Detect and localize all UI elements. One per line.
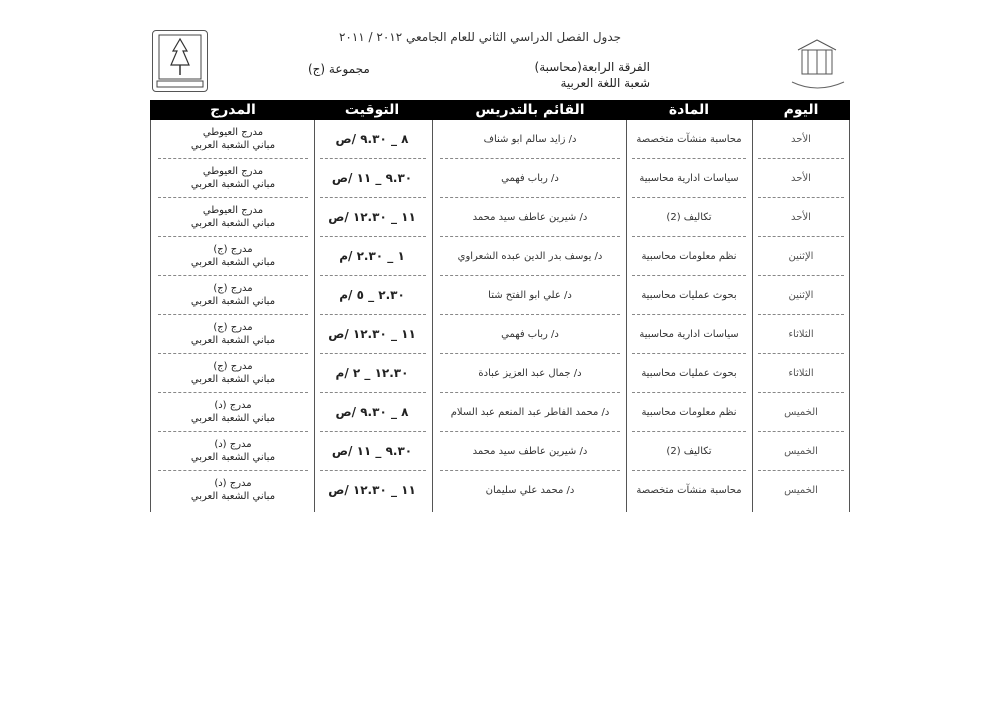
time-cell: ٩.٣٠ _ ١١ /ص bbox=[331, 171, 413, 185]
subject-cell: محاسبة منشآت متخصصة bbox=[636, 485, 742, 496]
header-time: التوقيت bbox=[344, 102, 400, 118]
hall-cell: مدرج العيوطي مباني الشعبة العربي bbox=[190, 127, 276, 151]
hall-cell: مدرج (د) مباني الشعبة العربي bbox=[190, 478, 276, 502]
table-header bbox=[150, 100, 850, 120]
table-row bbox=[150, 432, 850, 471]
instructor-cell: د/ شيرين عاطف سيد محمد bbox=[472, 212, 588, 223]
table-row bbox=[150, 198, 850, 237]
schedule-table bbox=[150, 120, 850, 512]
instructor-cell: د/ محمد علي سليمان bbox=[485, 485, 575, 496]
table-row bbox=[150, 354, 850, 393]
table-row bbox=[150, 120, 850, 159]
instructor-cell: د/ يوسف بدر الدين عبده الشعراوي bbox=[457, 251, 603, 262]
day-cell: الأحد bbox=[791, 134, 811, 145]
group-label: مجموعة (ج) bbox=[308, 62, 370, 76]
header-day: اليوم bbox=[783, 102, 819, 118]
header-instructor: القائم بالتدريس bbox=[475, 102, 585, 118]
page-title: جدول الفصل الدراسي الثاني للعام الجامعي ٢٠١٢ / ٢٠١١ bbox=[338, 30, 622, 44]
day-cell: الإثنين bbox=[788, 251, 814, 262]
time-cell: ١١ _ ١٢.٣٠ /ص bbox=[328, 210, 416, 224]
hall-cell: مدرج (ج) مباني الشعبة العربي bbox=[190, 283, 276, 307]
time-cell: ٨ _ ٩.٣٠ /ص bbox=[335, 132, 409, 146]
day-cell: الثلاثاء bbox=[788, 368, 814, 379]
section-label: شعبة اللغة العربية bbox=[560, 76, 650, 90]
time-cell: ٩.٣٠ _ ١١ /ص bbox=[331, 444, 413, 458]
hall-cell: مدرج (د) مباني الشعبة العربي bbox=[190, 400, 276, 424]
time-cell: ٢.٣٠ _ ٥ /م bbox=[339, 288, 405, 302]
subject-cell: تكاليف (2) bbox=[666, 446, 712, 457]
table-row bbox=[150, 315, 850, 354]
subject-cell: سياسات ادارية محاسبية bbox=[639, 173, 739, 184]
day-cell: الأحد bbox=[791, 212, 811, 223]
hall-cell: مدرج (ج) مباني الشعبة العربي bbox=[190, 244, 276, 268]
subject-cell: بحوث عمليات محاسبية bbox=[641, 368, 737, 379]
table-row bbox=[150, 159, 850, 198]
table-row bbox=[150, 276, 850, 315]
day-cell: الإثنين bbox=[788, 290, 814, 301]
header-hall: المدرج bbox=[210, 102, 256, 118]
university-emblem-icon bbox=[152, 30, 208, 92]
hall-cell: مدرج العيوطي مباني الشعبة العربي bbox=[190, 166, 276, 190]
day-cell: الخميس bbox=[784, 407, 818, 418]
level-label: الفرقة الرابعة(محاسبة) bbox=[534, 60, 650, 74]
instructor-cell: د/ شيرين عاطف سيد محمد bbox=[472, 446, 588, 457]
subject-cell: تكاليف (2) bbox=[666, 212, 712, 223]
subject-cell: محاسبة منشآت متخصصة bbox=[636, 134, 742, 145]
hall-cell: مدرج (ج) مباني الشعبة العربي bbox=[190, 322, 276, 346]
table-row bbox=[150, 471, 850, 510]
time-cell: ٨ _ ٩.٣٠ /ص bbox=[335, 405, 409, 419]
time-cell: ١١ _ ١٢.٣٠ /ص bbox=[328, 483, 416, 497]
day-cell: الأحد bbox=[791, 173, 811, 184]
time-cell: ١٢.٣٠ _ ٢ /م bbox=[335, 366, 409, 380]
instructor-cell: د/ رباب فهمي bbox=[501, 329, 559, 340]
day-cell: الخميس bbox=[784, 446, 818, 457]
subject-cell: نظم معلومات محاسبية bbox=[641, 251, 737, 262]
instructor-cell: د/ جمال عبد العزيز عبادة bbox=[478, 368, 582, 379]
faculty-logo-icon bbox=[786, 36, 848, 98]
day-cell: الثلاثاء bbox=[788, 329, 814, 340]
time-cell: ١ _ ٢.٣٠ /م bbox=[339, 249, 405, 263]
instructor-cell: د/ علي ابو الفتح شتا bbox=[488, 290, 572, 301]
hall-cell: مدرج العيوطي مباني الشعبة العربي bbox=[190, 205, 276, 229]
table-row bbox=[150, 393, 850, 432]
instructor-cell: د/ محمد الفاطر عبد المنعم عبد السلام bbox=[450, 407, 610, 418]
table-row bbox=[150, 237, 850, 276]
instructor-cell: د/ زايد سالم ابو شناف bbox=[483, 134, 577, 145]
header-subject: المادة bbox=[668, 102, 710, 118]
subject-cell: نظم معلومات محاسبية bbox=[641, 407, 737, 418]
subject-cell: بحوث عمليات محاسبية bbox=[641, 290, 737, 301]
hall-cell: مدرج (ج) مباني الشعبة العربي bbox=[190, 361, 276, 385]
time-cell: ١١ _ ١٢.٣٠ /ص bbox=[328, 327, 416, 341]
instructor-cell: د/ رباب فهمي bbox=[501, 173, 559, 184]
day-cell: الخميس bbox=[784, 485, 818, 496]
subject-cell: سياسات ادارية محاسبية bbox=[639, 329, 739, 340]
hall-cell: مدرج (د) مباني الشعبة العربي bbox=[190, 439, 276, 463]
